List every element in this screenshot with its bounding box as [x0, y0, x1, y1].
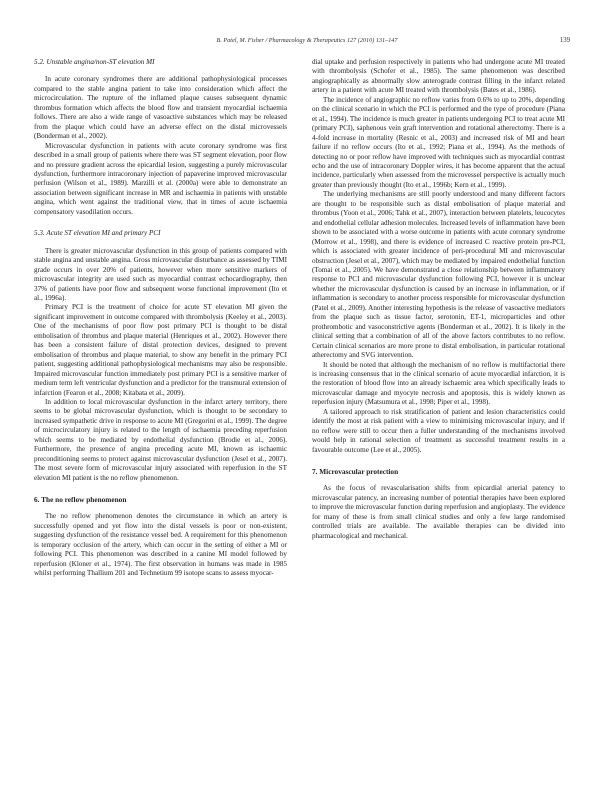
section-6-heading: 6. The no reflow phenomenon — [34, 495, 127, 505]
mechanisms-paragraph: The underlying mechanisms are still poorly understood and many different factors are thought to be responsible such as distal embolisation of plaque material and thrombus (Yoon et al., 2006; Tahk et al., 2007), interaction between platelets, leucocytes and endothelial cellular adhesion molecules. Increased levels of inflammation have been shown to be associated with a worse outcome in patients with acute coronary syndrome (Morrow et al., 1998), and there is evidence of increased C reactive protein pre-PCI, which is associated with greater incidence of peri-procedural MI and microvascular obstruction (Jesel et al., 2007), which may be mediated by impaired endothelial function (Tomai et al., 2005). We have demonstrated a close relationship between inflammatory response to PCI and microvascular dysfunction following PCI, however it is unclear whether the microvascular dysfunction is caused by an increase in inflammation, or if inflammation is secondary to another process responsible for microvascular dysfunction (Patel et al., 2009). Another interesting hypothesis is the release of vasoactive mediators from the plaque such as tissue factor, serotonin, ET-1, microparticles and other prothrombotic and vasoconstrictive agents (Bonderman et al., 2002). It is likely in the clinical setting that a combination of all of the above factors contributes to no reflow. Certain clinical scenarios are more prone to distal embolisation, in particular rotational atherectomy and SVG intervention. — [312, 190, 565, 360]
section-5-2-paragraph-1: In acute coronary syndromes there are additional pathophysiological processes compared to the stable angina patient to take into consideration which affect the microcirculation. The rupture of the inflamed plaque causes subsequent dynamic thrombus formation which affects the blood flow and transient myocardial ischaemia follows. There are also a wide range of vasoactive substances which may be released from the plaque which could have an adverse effect on the distal microvessels (Bonderman et al., 2002). — [34, 75, 287, 141]
section-7-heading: 7. Microvascular protection — [312, 467, 399, 477]
continued-paragraph: dial uptake and perfusion respectively in patients who had undergone acute MI treated with thrombolysis (Schofer et al., 1985). The same phenomenon was described angiographically as abnormally slow anterograde contrast filling in the infarct related artery in a patient with acute MI treated with thrombolysis (Bates et al., 1986). — [312, 58, 565, 95]
no-reflow-incidence-paragraph: The incidence of angiographic no reflow varies from 0.6% to up to 20%, depending on the clinical scenario in which the PCI is performed and the type of procedure (Piana et al., 1994). The incidence is much greater in patients undergoing PCI to treat acute MI (primary PCI), saphenous vein graft intervention and rotational atherectomy. There is a 4-fold increase in mortality (Resnic et al., 2003) and increased risk of MI and heart failure if no reflow occurs (Ito et al., 1992; Piana et al., 1994). As the methods of detecting no or poor reflow have improved with techniques such as myocardial contrast echo and the use of intracoronary Doppler wires, it has become apparent that the actual incidence, particularly when assessed from the microvessel perspective is actually much greater than previously thought (Ito et al., 1996b; Kern et al., 1999). — [312, 95, 565, 189]
section-5-2-paragraph-2: Microvascular dysfunction in patients with acute coronary syndrome was first described in a small group of patients where there was ST segment elevation, poor flow and no pressure gradient across the epicardial lesion, suggesting a purely microvascular dysfunction, furthermore intracoronary injection of papaverine improved microvascular perfusion (Wilson et al., 1989). Marzilli et al. (2000a) were able to demonstrate an association between significant increase in MR and ischaemia in patients with unstable angina, which went against the traditional view, that in times of acute ischaemia compensatory vasodilation occurs. — [34, 141, 287, 216]
right-column — [312, 58, 565, 541]
risk-stratification-paragraph: A tailored approach to risk stratification of patient and lesion characteristics could identify the most at risk patient with a view to minimising microvascular injury, and if no reflow were still to occur then a fuller understanding of the mechanisms involved would help in rational selection of treatment as successful treatment results in a favourable outcome (Lee et al., 2005). — [312, 407, 565, 454]
section-5-3-heading: 5.3. Acute ST elevation MI and primary PCI — [34, 229, 161, 238]
section-7-paragraph-1: As the focus of revascularisation shifts from epicardial arterial patency to microvascular patency, an increasing number of potential therapies have been explored to improve the microvascular function during reperfusion and angioplasty. The evidence for many of these is from small clinical studies and only a few large randomised controlled trials are available. The available therapies can be divided into pharmacological and mechanical. — [312, 484, 565, 540]
section-6-paragraph-1: The no reflow phenomenon denotes the circumstance in which an artery is successfully opened and yet flow into the distal vessels is poor or non-existent, suggesting dysfunction of the resistance vessel bed. A requirement for this phenomenon is temporary occlusion of the artery, which can occur in the setting of either a MI or following PCI. This phenomenon was described in a canine MI model followed by reperfusion (Kloner et al., 1974). The first observation in humans was made in 1985 whilst performing Thallium 201 and Technetium 99 isotope scans to assess myocar- — [34, 512, 287, 578]
section-5-3-paragraph-3: In addition to local microvascular dysfunction in the infarct artery territory, there seems to be global microvascular dysfunction, which is thought to be secondary to increased sympathetic drive in response to acute MI (Gregorini et al., 1999). The degree of microcirculatory injury is related to the length of ischaemia preceding reperfusion which seems to be mediated by endothelial dysfunction (Brodie et al., 2006). Furthermore, the presence of angina preceding acute MI, known as ischaemic preconditioning seems to protect against microvascular dysfunction (Jesel et al., 2007). The most severe form of microvascular injury associated with reperfusion in the ST elevation MI patient is the no reflow phenomenon. — [34, 397, 287, 482]
reperfusion-injury-paragraph: It should be noted that although the mechanism of no reflow is multifactorial there is increasing consensus that in the clinical scenario of acute myocardial infarction, it is the restoration of blood flow into an already ischaemic area which specifically leads to microvascular damage and myocyte necrosis and apoptosis, this is widely known as reperfusion injury (Matsumura et al., 1998; Piper et al., 1998). — [312, 360, 565, 407]
left-column — [34, 58, 287, 579]
section-5-3-paragraph-1: There is greater microvascular dysfunction in this group of patients compared with stable angina and unstable angina. Gross microvascular disturbance as assessed by TIMI grade occurs in over 20% of patients, however when more sensitive markers of microvascular integrity are used such as myocardial contrast echocardiography, then 37% of patients have poor flow and subsequent worse functional improvement (Ito et al., 1996a). — [34, 246, 287, 302]
running-head: B. Patel, M. Fisher / Pharmacology & Therapeutics 127 (2010) 131–147 — [216, 37, 398, 44]
section-5-3-paragraph-2: Primary PCI is the treatment of choice for acute ST elevation MI given the significant improvement in outcome compared with thrombolysis (Keeley et al., 2003). One of the mechanisms of poor flow post primary PCI is thought to be distal embolisation of thrombus and plaque material (Henriques et al., 2002). However there has been a consistent failure of distal protection devices, designed to prevent embolisation of thrombus and plaque material, to show any benefit in the primary PCI patient, suggesting additional pathophysiological mechanisms may also be responsible. Impaired microvascular function immediately post primary PCI is a sensitive marker of medium term left ventricular dysfunction and a predictor for the transmural extension of infarction (Fearon et al., 2008; Kitabata et al., 2009). — [34, 303, 287, 397]
page-number: 139 — [559, 37, 570, 44]
section-5-2-heading: 5.2. Unstable angina/non-ST elevation MI — [34, 58, 155, 66]
